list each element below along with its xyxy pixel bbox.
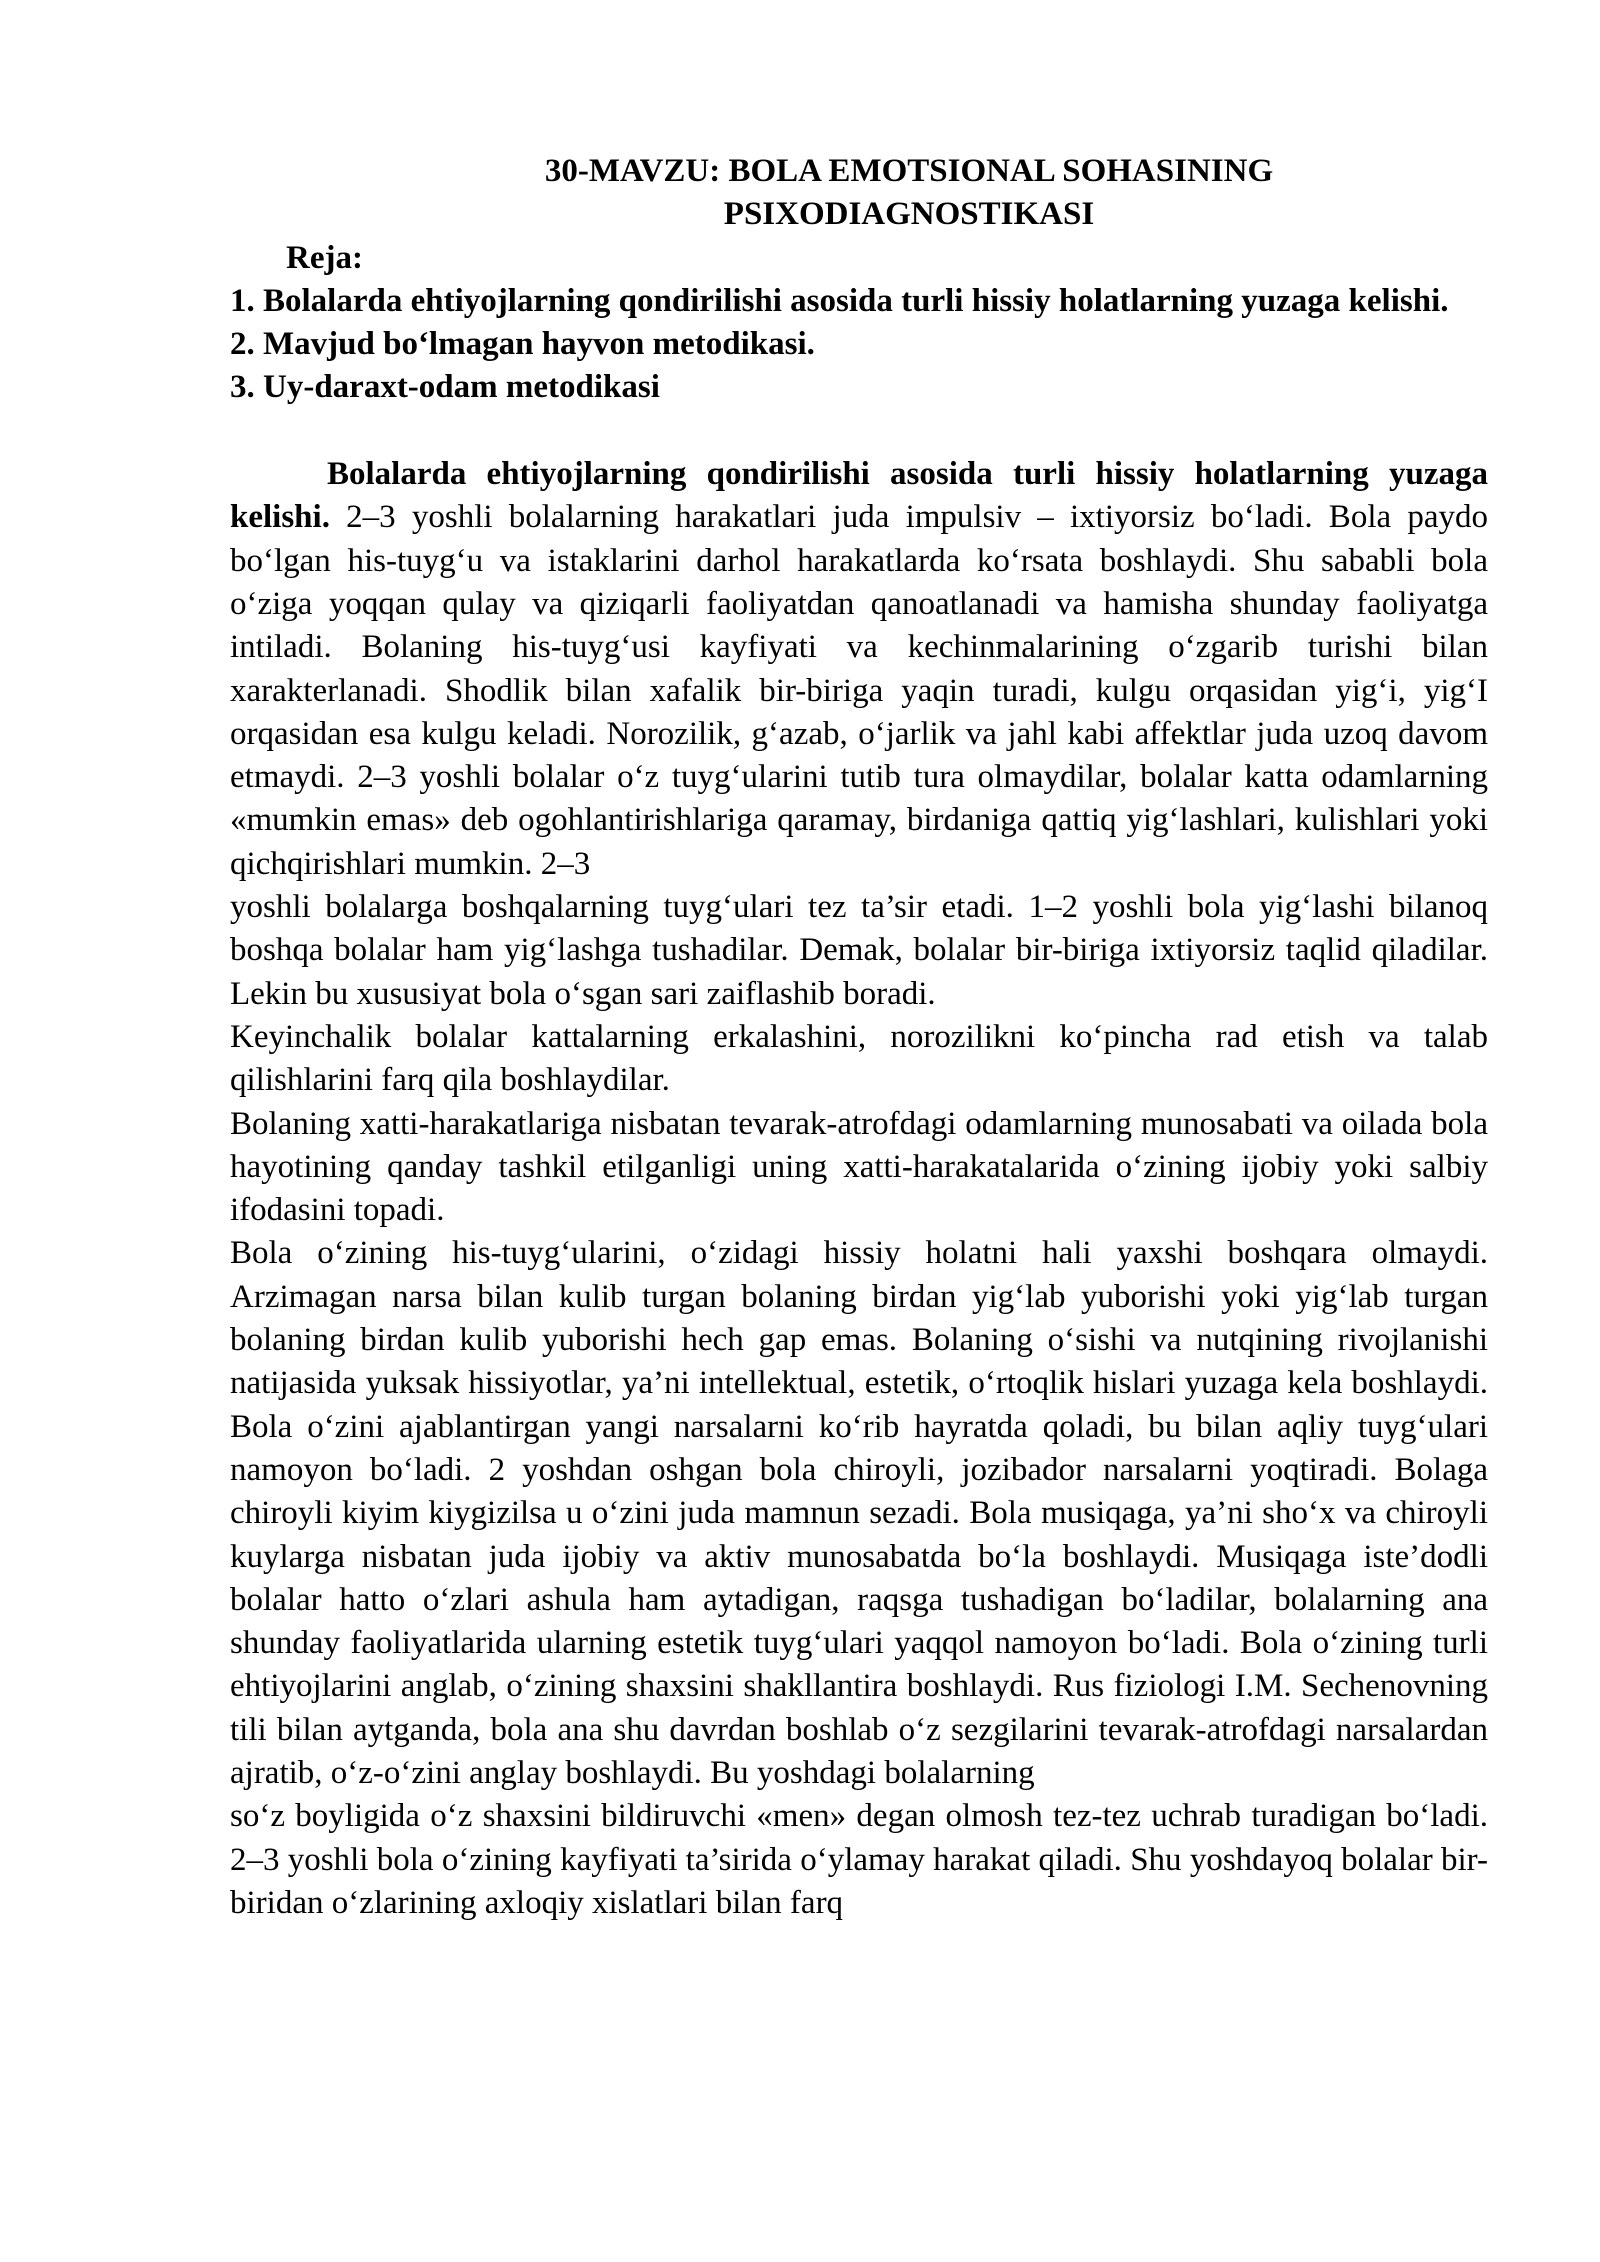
paragraph-6: so‘z boyligida o‘z shaxsini bildiruvchi «men» degan olmosh tez-tez uchrab turadigan bo‘ladi. 2–3 yoshli bola o‘zining kayfiyati ta’sirida o‘ylamay harakat qiladi. Shu yoshdayoq bolalar bir-biridan o‘zlarining axloqiy xislatlari bilan farq: [230, 1798, 1488, 1921]
plan-item-3: 3. Uy-daraxt-odam metodikasi: [230, 369, 660, 406]
section-heading: Bolalarda ehtiyojlarning qondirilishi asosida turli hissiy holatlarning yuzaga kelishi.: [230, 456, 1488, 536]
plan-item-2: 2. Mavjud bo‘lmagan hayvon metodikasi.: [230, 326, 815, 363]
paragraph-3: Keyinchalik bolalar kattalarning erkalashini, norozilikni ko‘pincha rad etish va talab qilishlarini farq qila boshlaydilar.: [230, 1018, 1488, 1099]
paragraph-5: Bola o‘zining his-tuyg‘ularini, o‘zidagi hissiy holatni hali yaxshi boshqara olmaydi. Arzimagan narsa bilan kulib turgan bolaning birdan yig‘lab yuborishi yoki yig‘lab turgan bolaning birdan kulib yuborishi hech gap emas. Bolaning o‘sishi va nutqining rivojlanishi natijasida yuksak hissiyotlar, ya’ni intellektual, estetik, o‘rtoqlik hislari yuzaga kela boshlaydi. Bola o‘zini ajablantirgan yangi narsalarni ko‘rib hayratda qoladi, bu bilan aqliy tuyg‘ulari namoyon bo‘ladi. 2 yoshdan oshgan bola chiroyli, jozibador narsalarni yoqtiradi. Bolaga chiroyli kiyim kiygizilsa u o‘zini juda mamnun sezadi. Bola musiqaga, ya’ni sho‘x va chiroyli kuylarga nisbatan juda ijobiy va aktiv munosabatda bo‘la boshlaydi. Musiqaga iste’dodli bolalar hatto o‘zlari ashula ham aytadigan, raqsga tushadigan bo‘ladilar, bolalarning ana shunday faoliyatlarida ularning estetik tuyg‘ulari yaqqol namoyon bo‘ladi. Bola o‘zining turli ehtiyojlarini anglab, o‘zining shaxsini shakllantira boshlaydi. Rus fiziologi I.M. Sechenovning tili bilan aytganda, bola ana shu davrdan boshlab o‘z sezgilarini tevarak-atrofdagi narsalardan ajratib, o‘z-o‘zini anglay boshlaydi. Bu yoshdagi bolalarning: [230, 1235, 1488, 1791]
paragraph-2: yoshli bolalarga boshqalarning tuyg‘ulari tez ta’sir etadi. 1–2 yoshli bola yig‘lashi bilanoq boshqa bolalar ham yig‘lashga tushadilar. Demak, bolalar bir-biriga ixtiyorsiz taqlid qiladilar. Lekin bu xususiyat bola o‘sgan sari zaiflashib boradi.: [230, 889, 1488, 1012]
page-content: [230, 150, 1488, 1925]
page-title: [230, 150, 1488, 237]
plan-heading: Reja:: [286, 239, 363, 276]
plan-list: [230, 280, 1488, 410]
plan-item-1: 1. Bolalarda ehtiyojlarning qondirilishi asosida turli hissiy holatlarning yuzaga kelishi.: [230, 282, 1449, 319]
paragraph-1-text: 2–3 yoshli bolalarning harakatlari juda impulsiv – ixtiyorsiz bo‘ladi. Bola paydo bo‘lgan his-tuyg‘u va istaklarini darhol harakatlarda ko‘rsata boshlaydi. Shu sababli bola o‘ziga yoqqan qulay va qiziqarli faoliyatdan qanoatlanadi va hamisha shunday faoliyatga intiladi. Bolaning his-tuyg‘usi kayfiyati va kechinmalarining o‘zgarib turishi bilan xarakterlanadi. Shodlik bilan xafalik bir-biriga yaqin turadi, kulgu orqasidan yig‘i, yig‘I orqasidan esa kulgu keladi. Norozilik, g‘azab, o‘jarlik va jahl kabi affektlar juda uzoq davom etmaydi. 2–3 yoshli bolalar o‘z tuyg‘ularini tutib tura olmaydilar, bolalar katta odamlarning «mumkin emas» deb ogohlantirishlariga qaramay, birdaniga qattiq yig‘lashlari, kulishlari yoki qichqirishlari mumkin. 2–3: [230, 499, 1488, 882]
title-line-1: 30-MAVZU: BOLA EMOTSIONAL SOHASINING: [544, 153, 1274, 189]
paragraph-4: Bolaning xatti-harakatlariga nisbatan tevarak-atrofdagi odamlarning munosabati va oilada bola hayotining qanday tashkil etilganligi uning xatti-harakatalarida o‘zining ijobiy yoki salbiy ifodasini topadi.: [230, 1105, 1488, 1229]
spacer: [230, 410, 1488, 453]
title-line-2: PSIXODIAGNOSTIKASI: [723, 196, 1095, 233]
paragraph-1: [230, 453, 1488, 886]
